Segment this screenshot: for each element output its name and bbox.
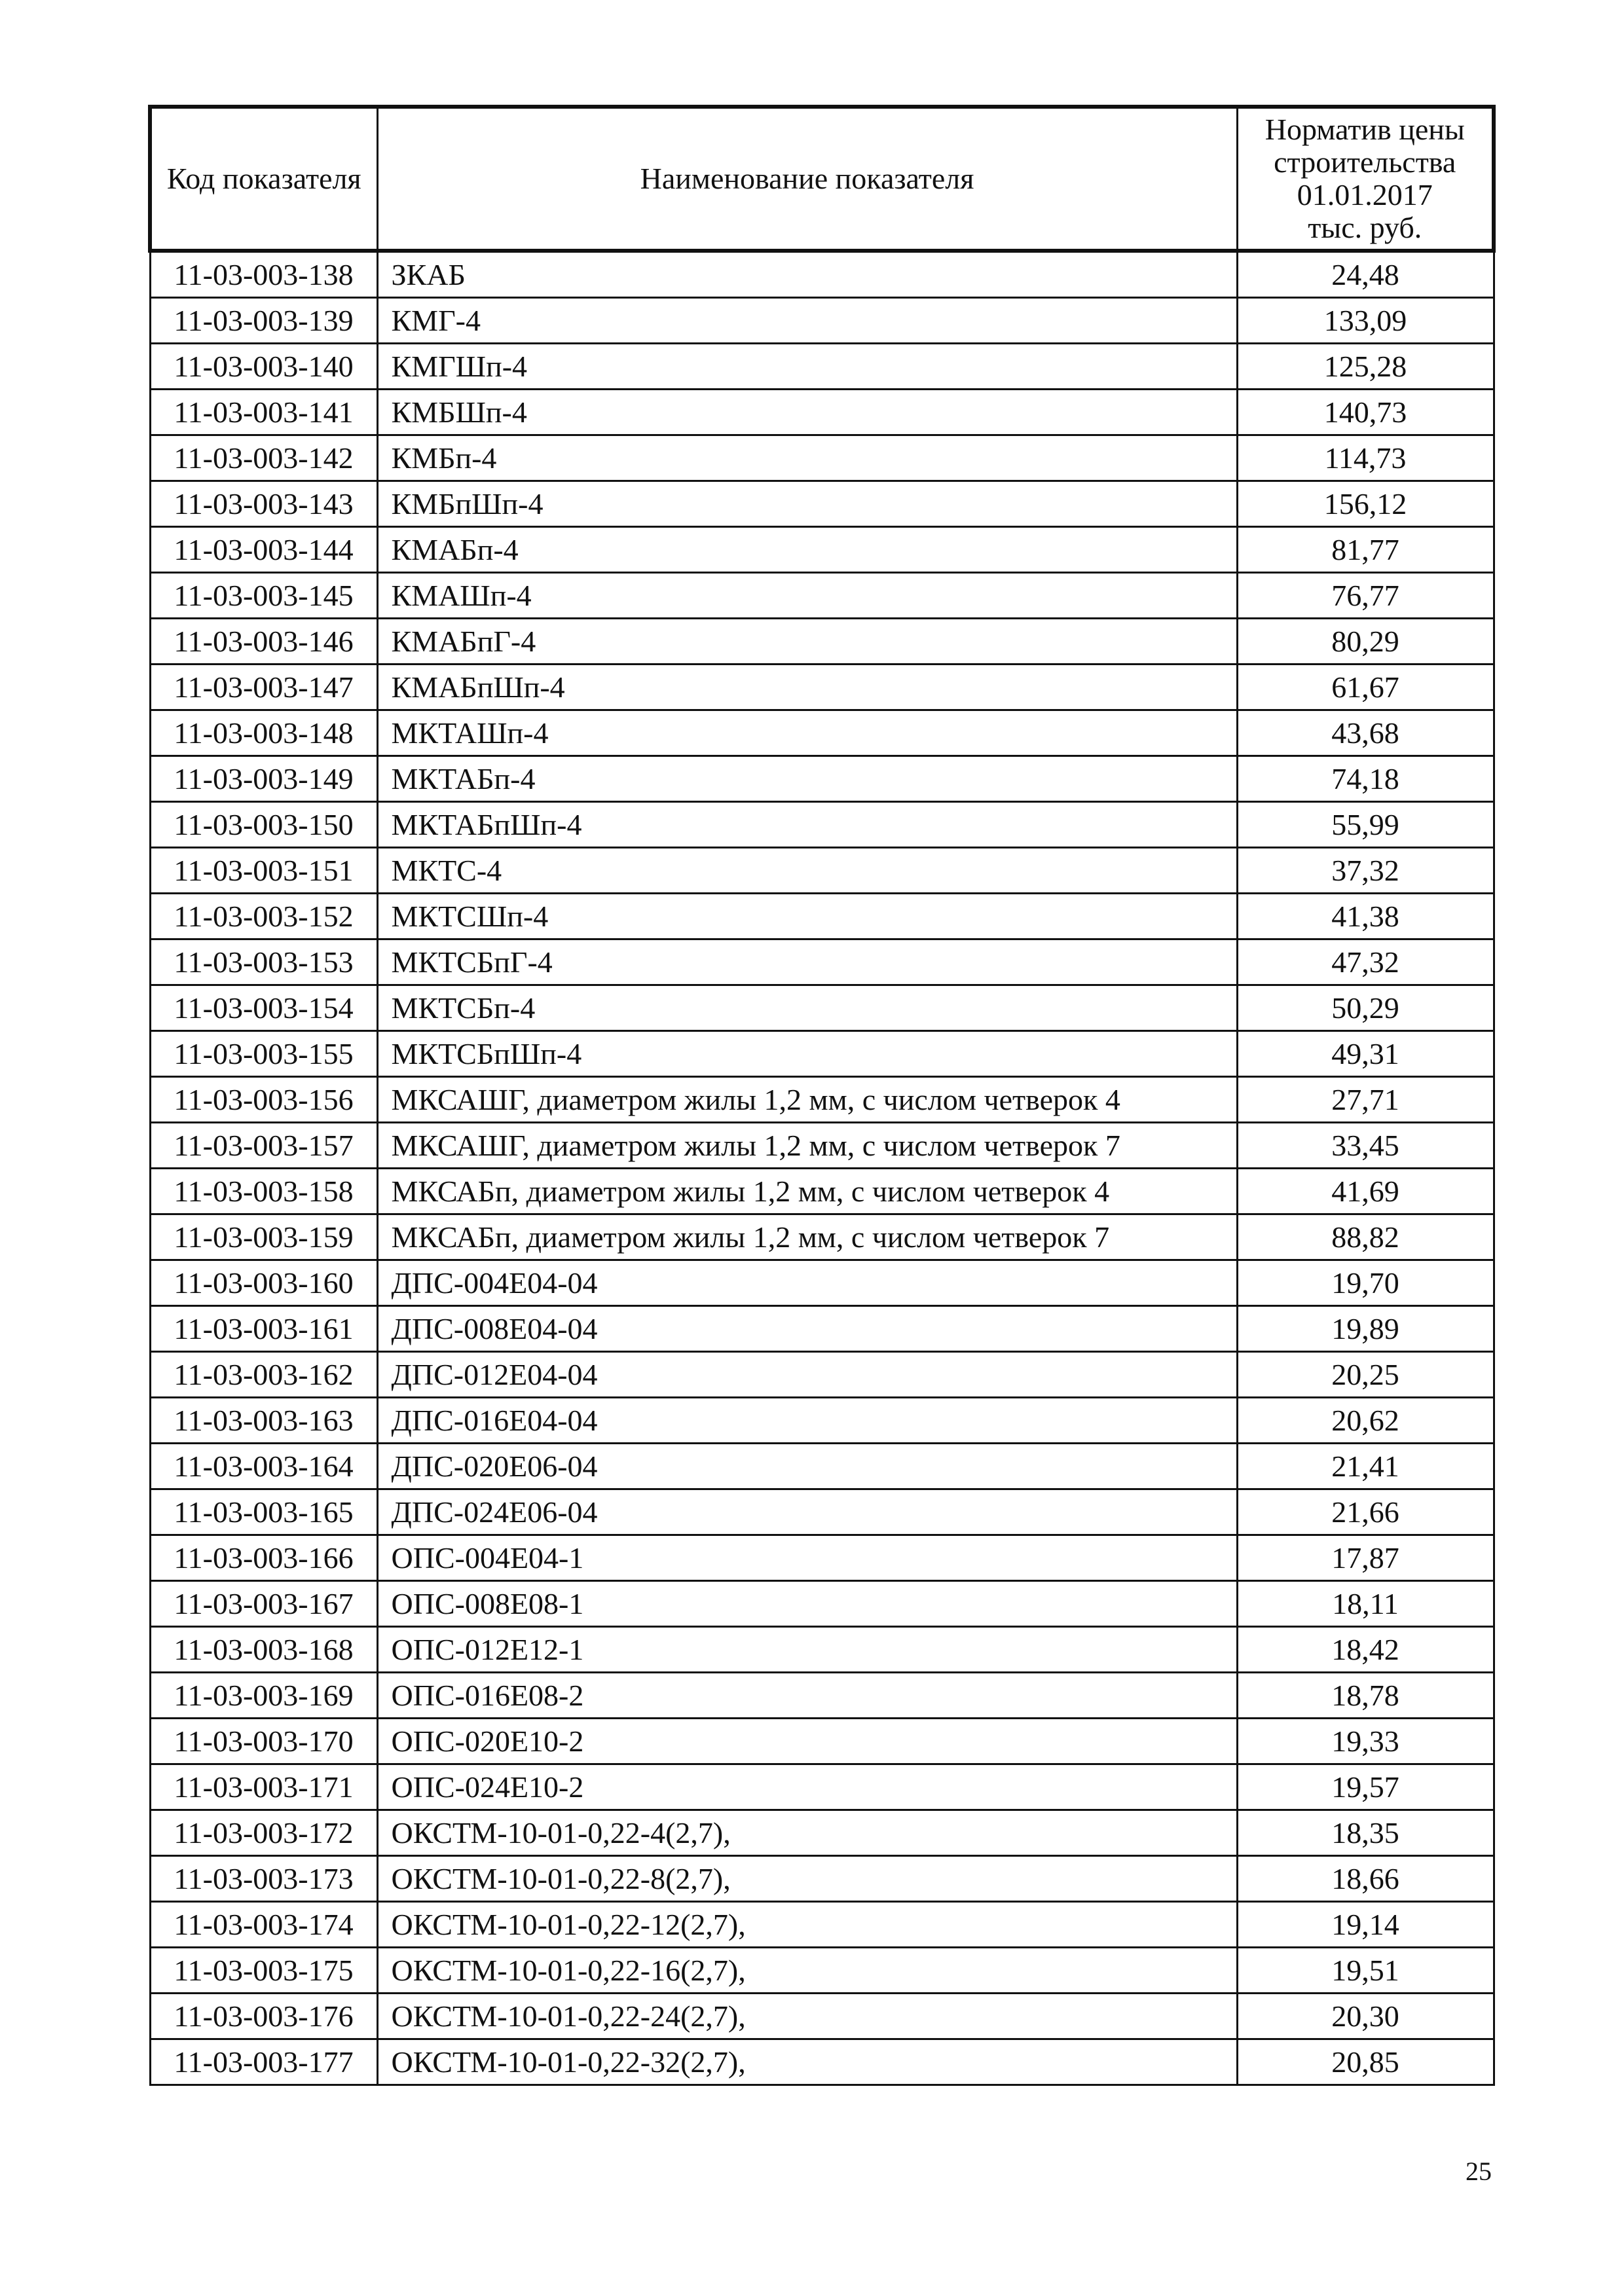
row-name-cell: ДПС-024Е06-04 xyxy=(377,1489,1237,1535)
table-row xyxy=(150,1169,1494,1214)
row-price-cell: 18,35 xyxy=(1237,1810,1494,1856)
row-name-cell: КМАБп-4 xyxy=(377,527,1237,573)
row-name-cell: ДПС-008Е04-04 xyxy=(377,1306,1237,1352)
table-row xyxy=(150,1810,1494,1856)
table-row xyxy=(150,1214,1494,1260)
row-price-cell: 21,41 xyxy=(1237,1444,1494,1489)
table-row xyxy=(150,1719,1494,1764)
row-code-cell: 11-03-003-143 xyxy=(150,481,377,527)
row-code-cell: 11-03-003-174 xyxy=(150,1902,377,1948)
row-name-cell: ДПС-016Е04-04 xyxy=(377,1398,1237,1444)
row-price-cell: 18,66 xyxy=(1237,1856,1494,1902)
row-name-cell: ОКСТМ-10-01-0,22-24(2,7), xyxy=(377,1994,1237,2039)
row-name-cell: ДПС-012Е04-04 xyxy=(377,1352,1237,1398)
table-row xyxy=(150,1627,1494,1673)
table-body xyxy=(150,251,1494,2085)
table-row xyxy=(150,298,1494,344)
header-norm-line: Норматив цены xyxy=(1264,113,1465,146)
row-price-cell: 50,29 xyxy=(1237,985,1494,1031)
row-code-cell: 11-03-003-139 xyxy=(150,298,377,344)
row-price-cell: 156,12 xyxy=(1237,481,1494,527)
row-code-cell: 11-03-003-157 xyxy=(150,1123,377,1169)
price-table xyxy=(148,105,1496,2086)
row-code-cell: 11-03-003-145 xyxy=(150,573,377,619)
row-code-cell: 11-03-003-177 xyxy=(150,2039,377,2085)
table-row xyxy=(150,985,1494,1031)
row-code-cell: 11-03-003-175 xyxy=(150,1948,377,1994)
row-price-cell: 20,62 xyxy=(1237,1398,1494,1444)
page-number: 25 xyxy=(1466,2157,1492,2186)
row-price-cell: 125,28 xyxy=(1237,344,1494,390)
row-price-cell: 19,33 xyxy=(1237,1719,1494,1764)
row-code-cell: 11-03-003-164 xyxy=(150,1444,377,1489)
row-name-cell: ОКСТМ-10-01-0,22-32(2,7), xyxy=(377,2039,1237,2085)
row-name-cell: МКТС-4 xyxy=(377,848,1237,894)
table-row xyxy=(150,527,1494,573)
table-row xyxy=(150,1123,1494,1169)
row-code-cell: 11-03-003-142 xyxy=(150,435,377,481)
table-row xyxy=(150,665,1494,710)
row-price-cell: 47,32 xyxy=(1237,939,1494,985)
row-code-cell: 11-03-003-161 xyxy=(150,1306,377,1352)
row-price-cell: 49,31 xyxy=(1237,1031,1494,1077)
row-price-cell: 33,45 xyxy=(1237,1123,1494,1169)
row-code-cell: 11-03-003-151 xyxy=(150,848,377,894)
row-code-cell: 11-03-003-167 xyxy=(150,1581,377,1627)
table-row xyxy=(150,1260,1494,1306)
table-row xyxy=(150,1902,1494,1948)
row-price-cell: 41,38 xyxy=(1237,894,1494,939)
table-row xyxy=(150,1444,1494,1489)
table-row xyxy=(150,1948,1494,1994)
row-price-cell: 20,30 xyxy=(1237,1994,1494,2039)
row-code-cell: 11-03-003-162 xyxy=(150,1352,377,1398)
table-header xyxy=(150,107,1494,251)
header-norm-line: 01.01.2017 xyxy=(1297,178,1433,211)
row-name-cell: МКСАБп, диаметром жилы 1,2 мм, с числом четверок 7 xyxy=(377,1214,1237,1260)
row-price-cell: 18,78 xyxy=(1237,1673,1494,1719)
row-code-cell: 11-03-003-154 xyxy=(150,985,377,1031)
row-code-cell: 11-03-003-141 xyxy=(150,390,377,435)
row-code-cell: 11-03-003-144 xyxy=(150,527,377,573)
row-price-cell: 81,77 xyxy=(1237,527,1494,573)
row-code-cell: 11-03-003-138 xyxy=(150,251,377,298)
row-price-cell: 133,09 xyxy=(1237,298,1494,344)
table-row xyxy=(150,2039,1494,2085)
header-norm xyxy=(1237,107,1494,251)
table-row xyxy=(150,1856,1494,1902)
row-name-cell: ДПС-020Е06-04 xyxy=(377,1444,1237,1489)
row-code-cell: 11-03-003-150 xyxy=(150,802,377,848)
row-price-cell: 88,82 xyxy=(1237,1214,1494,1260)
table-row xyxy=(150,1673,1494,1719)
row-price-cell: 37,32 xyxy=(1237,848,1494,894)
row-price-cell: 24,48 xyxy=(1237,251,1494,298)
table-row xyxy=(150,481,1494,527)
row-price-cell: 55,99 xyxy=(1237,802,1494,848)
table-row xyxy=(150,1077,1494,1123)
row-name-cell: КМБШп-4 xyxy=(377,390,1237,435)
row-name-cell: ОКСТМ-10-01-0,22-8(2,7), xyxy=(377,1856,1237,1902)
row-code-cell: 11-03-003-163 xyxy=(150,1398,377,1444)
header-code: Код показателя xyxy=(150,107,377,251)
row-name-cell: МКТАШп-4 xyxy=(377,710,1237,756)
row-name-cell: КМБп-4 xyxy=(377,435,1237,481)
row-name-cell: МКТСБпШп-4 xyxy=(377,1031,1237,1077)
row-code-cell: 11-03-003-166 xyxy=(150,1535,377,1581)
row-name-cell: КМГ-4 xyxy=(377,298,1237,344)
row-price-cell: 114,73 xyxy=(1237,435,1494,481)
row-name-cell: МКТАБп-4 xyxy=(377,756,1237,802)
row-name-cell: ОПС-024Е10-2 xyxy=(377,1764,1237,1810)
table-row xyxy=(150,1031,1494,1077)
header-norm-line: строительства xyxy=(1274,145,1456,179)
row-price-cell: 19,89 xyxy=(1237,1306,1494,1352)
table-row xyxy=(150,573,1494,619)
row-code-cell: 11-03-003-176 xyxy=(150,1994,377,2039)
row-price-cell: 20,85 xyxy=(1237,2039,1494,2085)
row-price-cell: 18,42 xyxy=(1237,1627,1494,1673)
row-code-cell: 11-03-003-172 xyxy=(150,1810,377,1856)
row-code-cell: 11-03-003-158 xyxy=(150,1169,377,1214)
table-row xyxy=(150,344,1494,390)
row-name-cell: КМАШп-4 xyxy=(377,573,1237,619)
row-name-cell: ЗКАБ xyxy=(377,251,1237,298)
table-row xyxy=(150,848,1494,894)
row-name-cell: КМАБпГ-4 xyxy=(377,619,1237,665)
row-name-cell: МКСАБп, диаметром жилы 1,2 мм, с числом четверок 4 xyxy=(377,1169,1237,1214)
row-price-cell: 19,57 xyxy=(1237,1764,1494,1810)
row-code-cell: 11-03-003-170 xyxy=(150,1719,377,1764)
row-name-cell: МКТСБпГ-4 xyxy=(377,939,1237,985)
row-name-cell: МКТСБп-4 xyxy=(377,985,1237,1031)
table-row xyxy=(150,251,1494,298)
row-price-cell: 19,51 xyxy=(1237,1948,1494,1994)
row-code-cell: 11-03-003-173 xyxy=(150,1856,377,1902)
table-row xyxy=(150,435,1494,481)
row-code-cell: 11-03-003-156 xyxy=(150,1077,377,1123)
table-row xyxy=(150,1489,1494,1535)
row-price-cell: 19,70 xyxy=(1237,1260,1494,1306)
row-name-cell: ОКСТМ-10-01-0,22-4(2,7), xyxy=(377,1810,1237,1856)
row-price-cell: 140,73 xyxy=(1237,390,1494,435)
row-price-cell: 61,67 xyxy=(1237,665,1494,710)
row-code-cell: 11-03-003-159 xyxy=(150,1214,377,1260)
row-price-cell: 43,68 xyxy=(1237,710,1494,756)
table-row xyxy=(150,1306,1494,1352)
row-code-cell: 11-03-003-169 xyxy=(150,1673,377,1719)
row-code-cell: 11-03-003-160 xyxy=(150,1260,377,1306)
row-price-cell: 21,66 xyxy=(1237,1489,1494,1535)
header-norm-line: тыс. руб. xyxy=(1308,211,1422,244)
row-name-cell: ОПС-008Е08-1 xyxy=(377,1581,1237,1627)
row-code-cell: 11-03-003-140 xyxy=(150,344,377,390)
row-name-cell: ОПС-016Е08-2 xyxy=(377,1673,1237,1719)
row-name-cell: ОКСТМ-10-01-0,22-16(2,7), xyxy=(377,1948,1237,1994)
table-row xyxy=(150,1352,1494,1398)
table-row xyxy=(150,1398,1494,1444)
row-code-cell: 11-03-003-148 xyxy=(150,710,377,756)
table-row xyxy=(150,939,1494,985)
table-row xyxy=(150,1764,1494,1810)
row-code-cell: 11-03-003-152 xyxy=(150,894,377,939)
row-price-cell: 27,71 xyxy=(1237,1077,1494,1123)
row-code-cell: 11-03-003-165 xyxy=(150,1489,377,1535)
row-price-cell: 19,14 xyxy=(1237,1902,1494,1948)
row-code-cell: 11-03-003-153 xyxy=(150,939,377,985)
row-price-cell: 80,29 xyxy=(1237,619,1494,665)
row-code-cell: 11-03-003-149 xyxy=(150,756,377,802)
table-row xyxy=(150,802,1494,848)
row-name-cell: КМАБпШп-4 xyxy=(377,665,1237,710)
row-code-cell: 11-03-003-147 xyxy=(150,665,377,710)
row-name-cell: ДПС-004Е04-04 xyxy=(377,1260,1237,1306)
row-price-cell: 74,18 xyxy=(1237,756,1494,802)
row-name-cell: МКТАБпШп-4 xyxy=(377,802,1237,848)
table-row xyxy=(150,710,1494,756)
row-price-cell: 41,69 xyxy=(1237,1169,1494,1214)
table-row xyxy=(150,619,1494,665)
row-code-cell: 11-03-003-155 xyxy=(150,1031,377,1077)
table-row xyxy=(150,894,1494,939)
table-row xyxy=(150,390,1494,435)
row-name-cell: КМБпШп-4 xyxy=(377,481,1237,527)
row-name-cell: ОПС-020Е10-2 xyxy=(377,1719,1237,1764)
row-name-cell: ОПС-012Е12-1 xyxy=(377,1627,1237,1673)
table-row xyxy=(150,1994,1494,2039)
row-code-cell: 11-03-003-171 xyxy=(150,1764,377,1810)
row-name-cell: КМГШп-4 xyxy=(377,344,1237,390)
row-price-cell: 76,77 xyxy=(1237,573,1494,619)
header-name: Наименование показателя xyxy=(377,107,1237,251)
row-code-cell: 11-03-003-146 xyxy=(150,619,377,665)
table-row xyxy=(150,1535,1494,1581)
row-name-cell: МКСАШГ, диаметром жилы 1,2 мм, с числом четверок 4 xyxy=(377,1077,1237,1123)
row-price-cell: 18,11 xyxy=(1237,1581,1494,1627)
table-row xyxy=(150,1581,1494,1627)
table-row xyxy=(150,756,1494,802)
row-code-cell: 11-03-003-168 xyxy=(150,1627,377,1673)
row-price-cell: 17,87 xyxy=(1237,1535,1494,1581)
row-name-cell: ОКСТМ-10-01-0,22-12(2,7), xyxy=(377,1902,1237,1948)
row-name-cell: МКСАШГ, диаметром жилы 1,2 мм, с числом четверок 7 xyxy=(377,1123,1237,1169)
row-price-cell: 20,25 xyxy=(1237,1352,1494,1398)
row-name-cell: ОПС-004Е04-1 xyxy=(377,1535,1237,1581)
row-name-cell: МКТСШп-4 xyxy=(377,894,1237,939)
